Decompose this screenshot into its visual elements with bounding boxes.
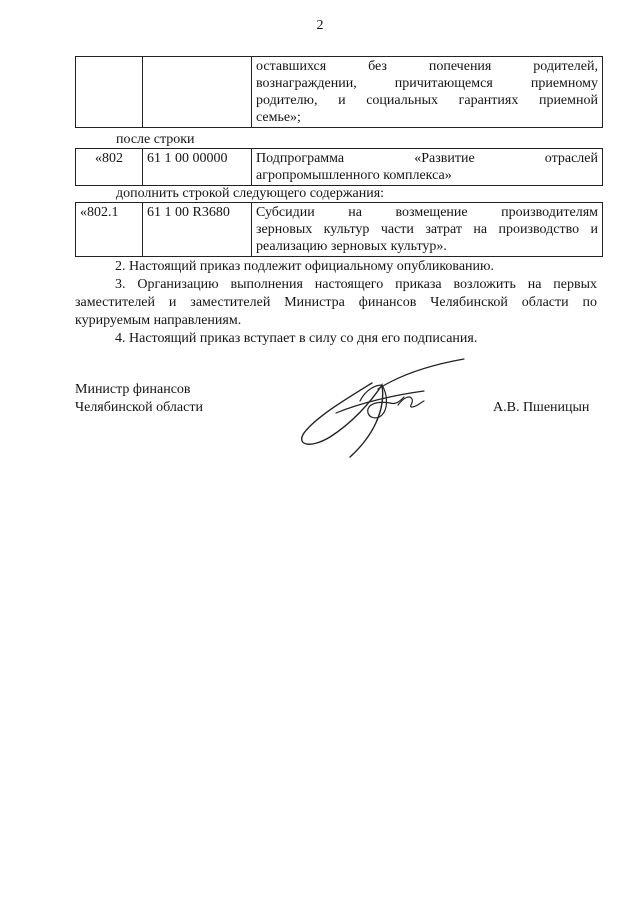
description-line: семье»; (256, 110, 301, 125)
code-cell: «802.1 (76, 203, 143, 257)
code-cell (76, 57, 143, 128)
table-row (76, 149, 603, 186)
paragraph-execution: 3. Организацию выполнения настоящего приказа возложить на первых заместителей и заместителей Министра финансов Челябинской области по курируемым направлениям. (75, 277, 597, 328)
handwritten-signature (290, 355, 480, 465)
kbk-cell: 61 1 00 00000 (143, 149, 252, 186)
code-cell: «802 (76, 149, 143, 186)
signatory-name: А.В. Пшеницын (493, 400, 590, 415)
table-fragment-reference-row (75, 148, 603, 186)
description-cell (252, 203, 603, 257)
description-cell (252, 57, 603, 128)
paragraph-effective-date: 4. Настоящий приказ вступает в силу со дня его подписания. (115, 331, 478, 346)
description-line: Подпрограмма «Развитие отраслей (256, 151, 598, 166)
signatory-position-line2: Челябинской области (75, 400, 203, 415)
description-line: родителю, и социальных гарантиях приемной (256, 93, 598, 108)
signatory-position-line1: Министр финансов (75, 382, 191, 397)
description-line: зерновых культур части затрат на производство и (256, 222, 598, 237)
description-line: оставшихся без попечения родителей, (256, 59, 598, 74)
description-line: вознаграждении, причитающемся приемному (256, 76, 598, 91)
add-row-label: дополнить строкой следующего содержания: (116, 186, 385, 201)
description-line: агропромышленного комплекса» (256, 168, 452, 183)
table-fragment-new-row (75, 202, 603, 257)
kbk-cell: 61 1 00 R3680 (143, 203, 252, 257)
after-row-label: после строки (116, 132, 195, 147)
table-row (76, 203, 603, 257)
paragraph-publication: 2. Настоящий приказ подлежит официальному опубликованию. (115, 259, 494, 274)
kbk-cell (143, 57, 252, 128)
page-number: 2 (316, 18, 324, 33)
description-line: Субсидии на возмещение производителям (256, 205, 598, 220)
table-row (76, 57, 603, 128)
description-line: реализацию зерновых культур». (256, 239, 447, 254)
description-cell (252, 149, 603, 186)
table-fragment-continuation (75, 56, 603, 128)
